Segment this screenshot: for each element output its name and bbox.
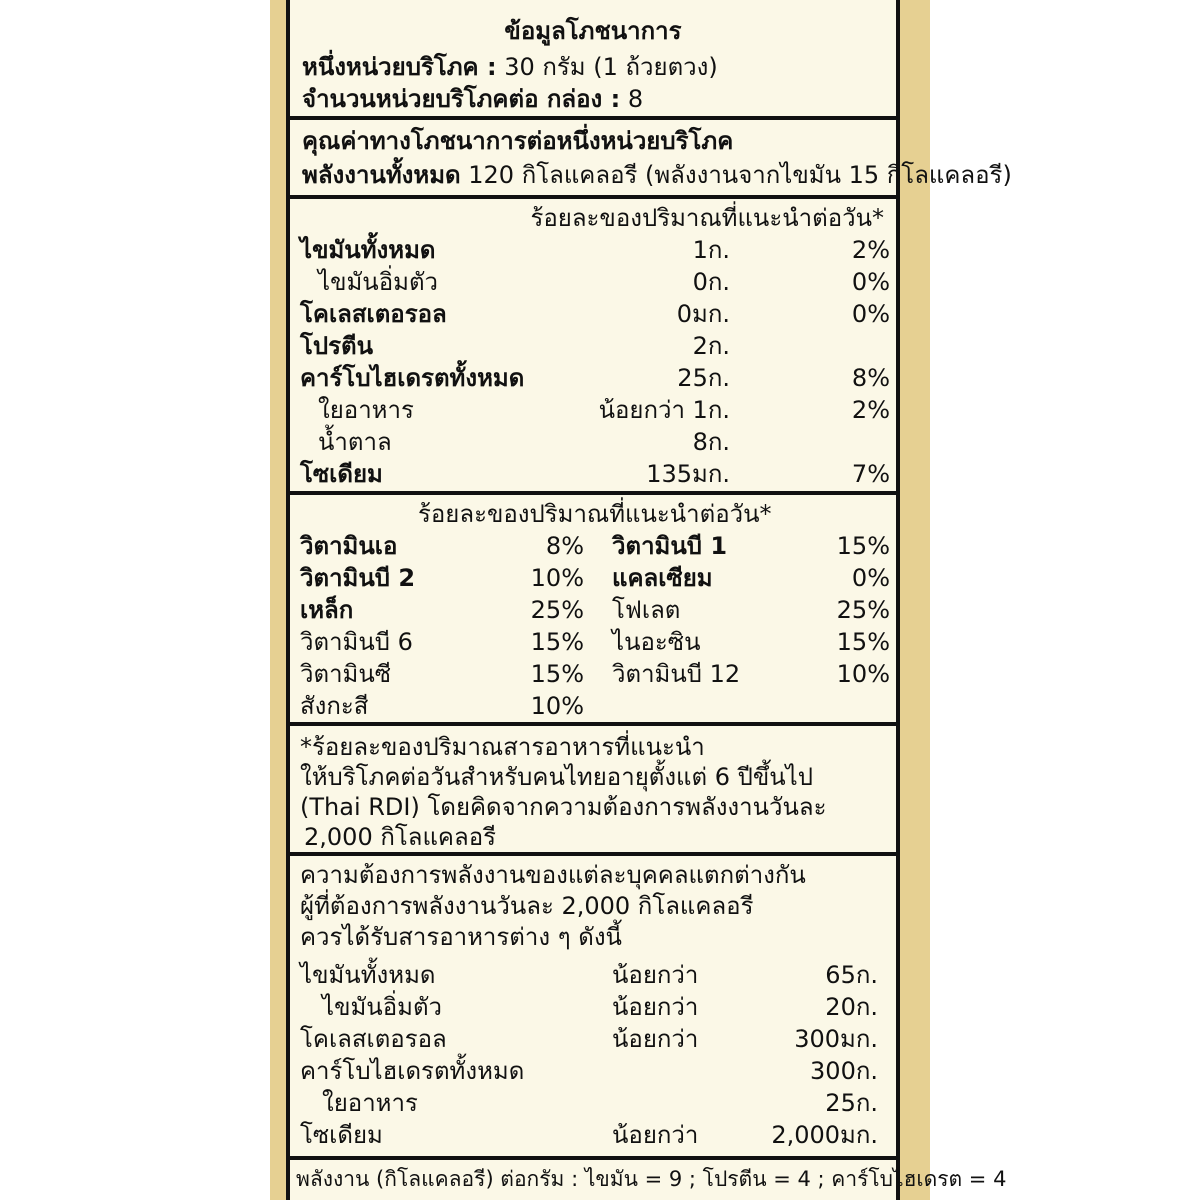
nutrient-percent: 7% bbox=[851, 460, 890, 488]
vitamin-percent: 10% bbox=[530, 692, 584, 720]
vitamin-percent: 15% bbox=[836, 628, 890, 656]
nutrient-name: น้ำตาล bbox=[318, 428, 392, 456]
guidance-qualifier: น้อยกว่า bbox=[612, 1025, 699, 1053]
energy-total-label: พลังงานทั้งหมด bbox=[302, 161, 461, 189]
nutrients-rdi-heading: ร้อยละของปริมาณที่แนะนำต่อวัน* bbox=[530, 204, 884, 232]
vitamin-percent: 15% bbox=[530, 628, 584, 656]
vitamin-percent: 15% bbox=[836, 532, 890, 560]
energy-total-row bbox=[302, 160, 1012, 191]
nutrient-name: ไขมันอิ่มตัว bbox=[318, 268, 438, 296]
guidance-amount: 25ก. bbox=[825, 1089, 878, 1117]
nutrient-amount: 0ก. bbox=[692, 268, 730, 296]
vitamin-name: ไนอะซิน bbox=[612, 628, 701, 656]
guidance-name: ใยอาหาร bbox=[322, 1089, 418, 1117]
nutrient-percent: 2% bbox=[851, 396, 890, 424]
vitamin-name: โฟเลต bbox=[612, 596, 681, 624]
nutrient-amount: น้อยกว่า 1ก. bbox=[598, 396, 730, 424]
footnote-line: ให้บริโภคต่อวันสำหรับคนไทยอายุตั้งแต่ 6 ปีขึ้นไป bbox=[300, 763, 813, 791]
servings-per-box-label: จำนวนหน่วยบริโภคต่อ กล่อง : bbox=[302, 85, 621, 113]
nutrient-name: โคเลสเตอรอล bbox=[300, 300, 447, 328]
servings-per-box-row bbox=[302, 84, 884, 115]
guidance-name: โซเดียม bbox=[300, 1121, 383, 1149]
guidance-name: คาร์โบไฮเดรตทั้งหมด bbox=[300, 1057, 525, 1085]
guidance-name: ไขมันทั้งหมด bbox=[300, 961, 436, 989]
nutrient-name: คาร์โบไฮเดรตทั้งหมด bbox=[300, 364, 525, 392]
vitamins-section bbox=[290, 495, 896, 725]
vitamin-percent: 0% bbox=[851, 564, 890, 592]
nutrient-name: ไขมันทั้งหมด bbox=[300, 236, 436, 264]
nutrient-amount: 8ก. bbox=[692, 428, 730, 456]
nutrient-percent: 0% bbox=[851, 268, 890, 296]
nutrient-amount: 2ก. bbox=[692, 332, 730, 360]
nutrition-facts-panel bbox=[286, 0, 1012, 1200]
vitamins-rdi-heading: ร้อยละของปริมาณที่แนะนำต่อวัน* bbox=[418, 500, 772, 528]
guidance-amount: 2,000มก. bbox=[771, 1121, 878, 1149]
nutrient-percent: 0% bbox=[851, 300, 890, 328]
guidance-name: โคเลสเตอรอล bbox=[300, 1025, 447, 1053]
daily-guidance-section bbox=[290, 856, 896, 1156]
energy-section bbox=[290, 120, 1012, 194]
nutrient-amount: 135มก. bbox=[646, 460, 730, 488]
nutrient-amount: 25ก. bbox=[677, 364, 730, 392]
vitamin-name: แคลเซียม bbox=[612, 564, 713, 592]
guidance-qualifier: น้อยกว่า bbox=[612, 993, 699, 1021]
vitamin-name: วิตามินบี 2 bbox=[300, 564, 416, 592]
nutrient-amount: 0มก. bbox=[676, 300, 730, 328]
footer-section bbox=[290, 1160, 1007, 1200]
energy-total-value: 120 กิโลแคลอรี (พลังงานจากไขมัน 15 กิโลแคลอรี) bbox=[468, 161, 1012, 189]
guidance-amount: 65ก. bbox=[825, 961, 878, 989]
nutrient-percent: 8% bbox=[851, 364, 890, 392]
guidance-amount: 20ก. bbox=[825, 993, 878, 1021]
nutrient-name: โซเดียม bbox=[300, 460, 383, 488]
vitamin-name: วิตามินเอ bbox=[300, 532, 398, 560]
serving-size-row bbox=[302, 52, 884, 83]
vitamin-name: วิตามินบี 6 bbox=[300, 628, 413, 656]
guidance-qualifier: น้อยกว่า bbox=[612, 961, 699, 989]
servings-per-box-value: 8 bbox=[627, 85, 644, 113]
vitamin-name: วิตามินบี 1 bbox=[612, 532, 728, 560]
vitamin-percent: 8% bbox=[545, 532, 584, 560]
vitamin-percent: 25% bbox=[836, 596, 890, 624]
vitamin-percent: 10% bbox=[530, 564, 584, 592]
footnote-section bbox=[290, 726, 896, 850]
energy-heading: คุณค่าทางโภชนาการต่อหนึ่งหน่วยบริโภค bbox=[302, 127, 734, 155]
guidance-name: ไขมันอิ่มตัว bbox=[322, 993, 442, 1021]
nutrient-name: โปรตีน bbox=[300, 332, 374, 360]
vitamin-percent: 10% bbox=[836, 660, 890, 688]
guidance-amount: 300มก. bbox=[794, 1025, 878, 1053]
serving-size-value: 30 กรัม (1 ถ้วยตวง) bbox=[504, 53, 718, 81]
energy-per-gram-note: พลังงาน (กิโลแคลอรี) ต่อกรัม : ไขมัน = 9 ; โปรตีน = 4 ; คาร์โบไฮเดรต = 4 bbox=[296, 1167, 1007, 1191]
guidance-intro-line: ควรได้รับสารอาหารต่าง ๆ ดังนี้ bbox=[300, 923, 622, 951]
vitamin-name: เหล็ก bbox=[300, 596, 354, 624]
guidance-intro-line: ความต้องการพลังงานของแต่ละบุคคลแตกต่างกัน bbox=[300, 861, 806, 889]
nutrients-section bbox=[290, 199, 896, 491]
nutrient-name: ใยอาหาร bbox=[318, 396, 414, 424]
footnote-line: (Thai RDI) โดยคิดจากความต้องการพลังงานวันละ bbox=[300, 793, 827, 821]
vitamin-name: วิตามินซี bbox=[300, 660, 392, 688]
vitamin-percent: 15% bbox=[530, 660, 584, 688]
panel-title: ข้อมูลโภชนาการ bbox=[504, 17, 682, 45]
nutrient-amount: 1ก. bbox=[692, 236, 730, 264]
footnote-line: *ร้อยละของปริมาณสารอาหารที่แนะนำ bbox=[300, 733, 705, 761]
nutrient-percent: 2% bbox=[851, 236, 890, 264]
footnote-line: 2,000 กิโลแคลอรี bbox=[304, 823, 496, 851]
header-section bbox=[290, 0, 896, 118]
vitamin-percent: 25% bbox=[530, 596, 584, 624]
guidance-amount: 300ก. bbox=[810, 1057, 878, 1085]
serving-size-label: หนึ่งหน่วยบริโภค : bbox=[302, 53, 497, 81]
guidance-qualifier: น้อยกว่า bbox=[612, 1121, 699, 1149]
vitamin-name: วิตามินบี 12 bbox=[612, 660, 741, 688]
vitamin-name: สังกะสี bbox=[300, 692, 369, 720]
guidance-intro-line: ผู้ที่ต้องการพลังงานวันละ 2,000 กิโลแคลอรี bbox=[300, 892, 754, 920]
